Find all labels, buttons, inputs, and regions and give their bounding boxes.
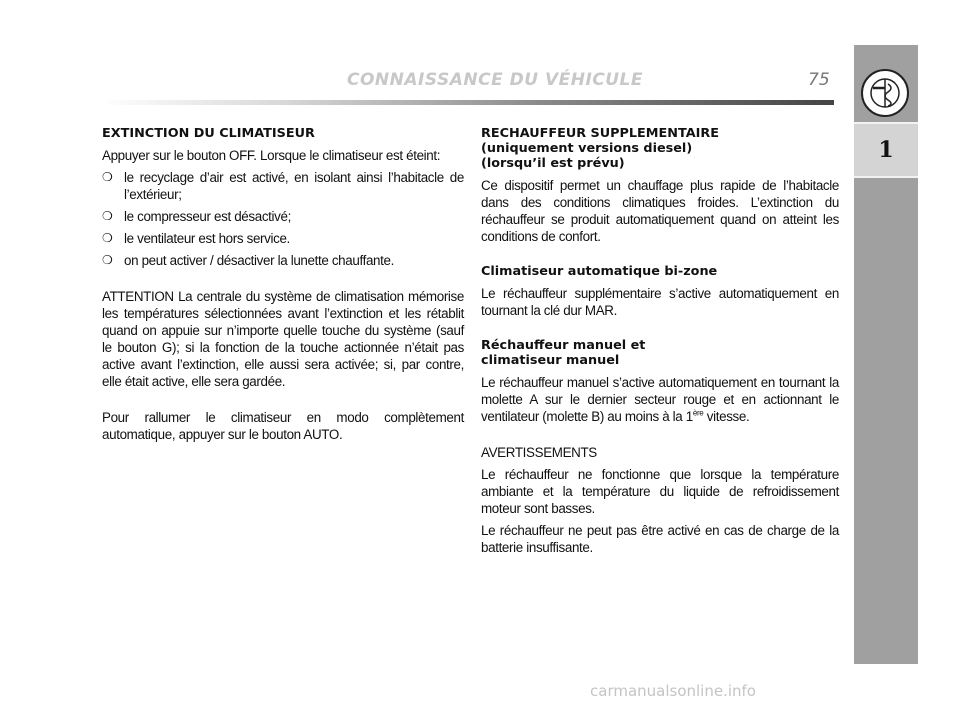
manuel-text <box>481 374 839 425</box>
brand-logo-icon <box>860 68 910 118</box>
subheading-manuel <box>481 338 839 368</box>
right-column <box>481 126 839 561</box>
header-rule <box>100 100 834 105</box>
bullet-text: on peut activer / désactiver la lunette chauffante. <box>124 253 394 268</box>
bizone-text: Le réchauffeur supplémentaire s’active automatiquement en tournant la clé dur MAR. <box>481 286 839 318</box>
section-heading-extinction: EXTINCTION DU CLIMATISEUR <box>102 126 315 141</box>
rallumer-paragraph: Pour rallumer le climatiseur en modo complètement automatique, appuyer sur le bouton AUTO. <box>102 410 464 442</box>
bullet-text: le ventilateur est hors service. <box>124 231 290 246</box>
list-item <box>102 230 464 247</box>
chapter-number[interactable]: 1 <box>854 122 918 178</box>
list-item <box>102 208 464 225</box>
left-column <box>102 126 464 448</box>
warnings-label: AVERTISSEMENTS <box>481 445 597 460</box>
heading-line: climatiseur manuel <box>481 353 620 368</box>
section-heading-rechauffeur <box>481 126 839 171</box>
warning-paragraph: Le réchauffeur ne peut pas être activé en cas de charge de la batterie insuffisante. <box>481 523 839 555</box>
attention-paragraph: ATTENTION La centrale du système de climatisation mémorise les températures sélectionnées avant l’extinction et les rétablit quand on appuie sur n’importe quelle touche du système (sauf le bouton G); si la fonction de la touche actionnée n’était pas active avant l’extinction, elle aussi sera activée; si, par contre, elle était active, elle sera gardée. <box>102 289 464 389</box>
heading-line: RECHAUFFEUR SUPPLEMENTAIRE <box>481 126 719 141</box>
bullet-circle-icon: ❍ <box>102 253 113 267</box>
page-number: 75 <box>808 70 830 90</box>
extinction-intro: Appuyer sur le bouton OFF. Lorsque le climatiseur est éteint: <box>102 148 441 163</box>
bullet-circle-icon: ❍ <box>102 209 113 223</box>
heading-line: (lorsqu’il est prévu) <box>481 156 625 171</box>
list-item <box>102 252 464 269</box>
ordinal-superscript: ère <box>692 408 704 418</box>
bullet-text: le compresseur est désactivé; <box>124 209 291 224</box>
list-item <box>102 169 464 203</box>
bullet-circle-icon: ❍ <box>102 231 113 245</box>
subheading-bizone: Climatiseur automatique bi-zone <box>481 264 718 279</box>
watermark-text: carmanualsonline.info <box>590 682 756 700</box>
manuel-text-tail: vitesse. <box>703 409 750 424</box>
rechauffeur-intro: Ce dispositif permet un chauffage plus rapide de l’habitacle dans des conditions climatiques froides. L’extinction du réchauffeur se produit automatiquement quand on atteint les conditions de confort. <box>481 178 839 244</box>
manuel-text-body: Le réchauffeur manuel s’active automatiquement en tournant la molette A sur le dernier secteur rouge et en actionnant le ventilateur (molette B) au moins à la 1 <box>481 375 839 424</box>
heading-line: Réchauffeur manuel et <box>481 338 646 353</box>
warning-paragraph: Le réchauffeur ne fonctionne que lorsque la température ambiante et la température du liquide de refroidissement moteur sont basses. <box>481 467 839 516</box>
bullet-circle-icon: ❍ <box>102 170 113 184</box>
heading-line: (uniquement versions diesel) <box>481 141 693 156</box>
bullet-text: le recyclage d’air est activé, en isolant ainsi l’habitacle de l’extérieur; <box>124 170 464 202</box>
page-header-title: CONNAISSANCE DU VÉHICULE <box>346 70 644 90</box>
